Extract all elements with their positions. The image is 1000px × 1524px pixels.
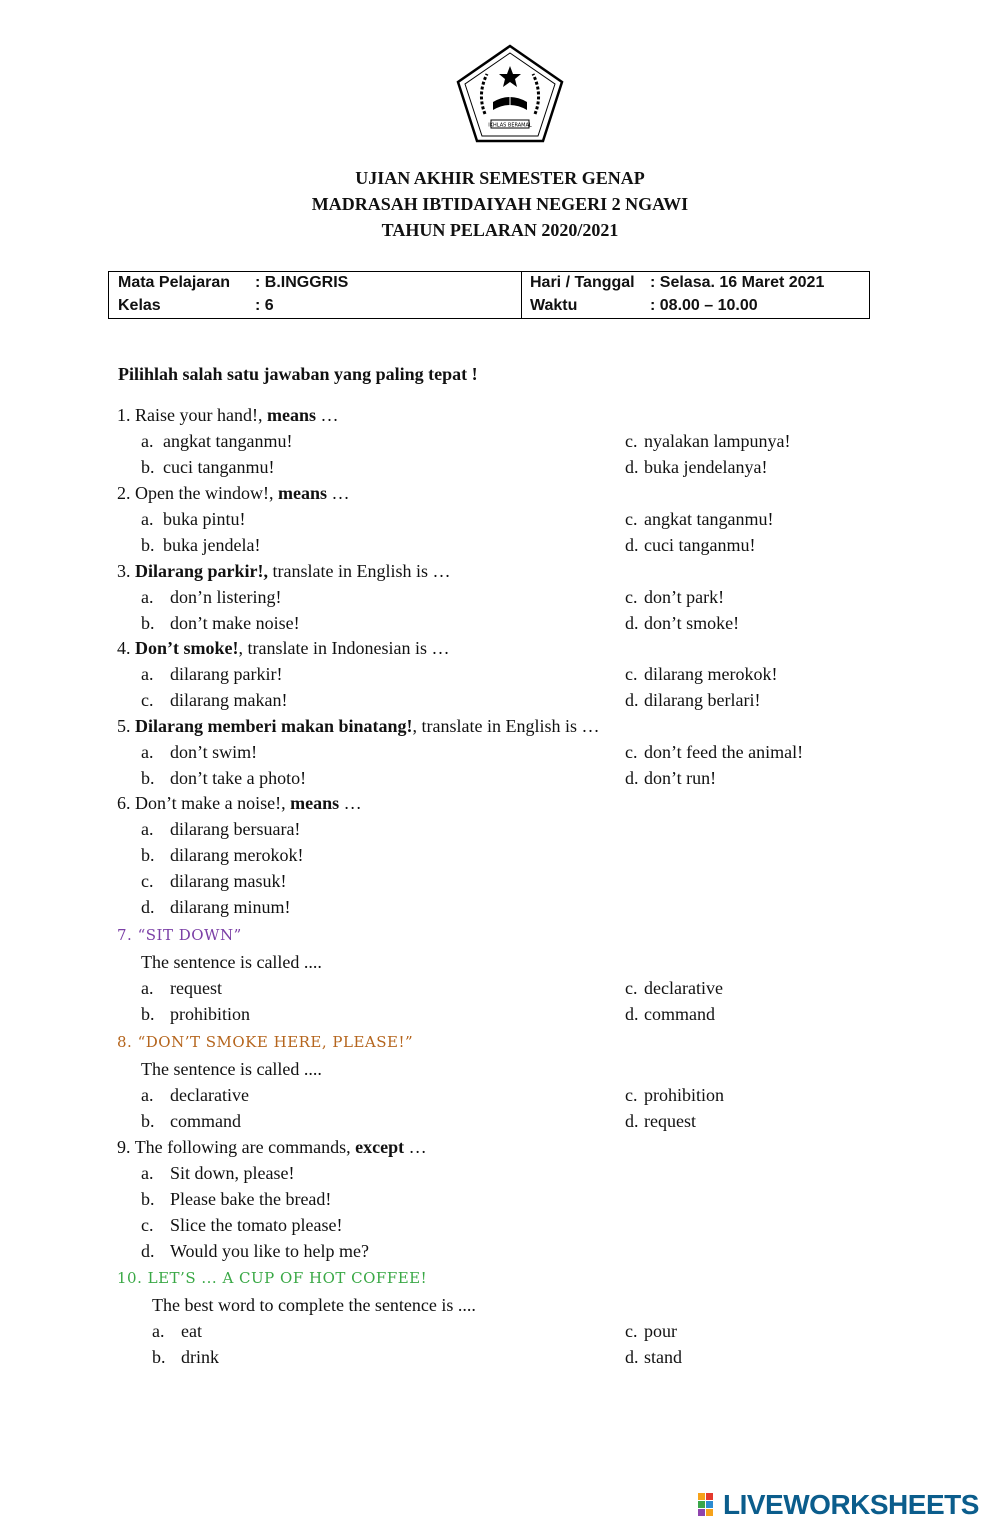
- option-text: don’t take a photo!: [170, 768, 307, 788]
- option-label: c.: [141, 871, 154, 891]
- time-value: : 08.00 – 10.00: [650, 297, 758, 314]
- option-label: c.: [625, 742, 638, 762]
- option-text: angkat tanganmu!: [644, 509, 774, 529]
- option-label: c.: [625, 509, 638, 529]
- option-label: d.: [625, 535, 639, 555]
- option-text: don’t make noise!: [170, 613, 300, 633]
- option-label: d.: [625, 1004, 639, 1024]
- academic-year: TAHUN PELARAN 2020/2021: [381, 220, 619, 240]
- option-text: command: [170, 1111, 241, 1131]
- option-label: d.: [625, 1347, 639, 1367]
- option-label: a.: [141, 742, 154, 762]
- option-text: Would you like to help me?: [170, 1241, 370, 1261]
- option-text: don’t feed the animal!: [644, 742, 804, 762]
- option-text: don’t run!: [644, 768, 717, 788]
- liveworksheets-text: LIVEWORKSHEETS: [723, 1489, 979, 1520]
- option-label: d.: [141, 897, 155, 917]
- option-text: eat: [181, 1321, 202, 1341]
- question-text-end: translate in English is …: [268, 561, 451, 581]
- question-keyword: means: [277, 483, 327, 503]
- option-text: dilarang parkir!: [170, 664, 283, 684]
- question-stem: [117, 715, 600, 737]
- option-text: drink: [181, 1347, 219, 1367]
- question-number: 4.: [117, 638, 131, 658]
- option-label: a.: [141, 1163, 154, 1183]
- option-text: dilarang masuk!: [170, 871, 287, 891]
- question-keyword: except: [355, 1137, 405, 1157]
- option-text: dilarang bersuara!: [170, 819, 301, 839]
- option-label: c.: [625, 1085, 638, 1105]
- option-text: don’t swim!: [170, 742, 258, 762]
- option-text: request: [644, 1111, 696, 1131]
- question-keyword: Don’t smoke!: [135, 638, 239, 658]
- option-text: dilarang berlari!: [644, 690, 761, 710]
- question-stem: [117, 637, 449, 659]
- option-label: a.: [141, 819, 154, 839]
- question-subtext: The best word to complete the sentence is ....: [152, 1295, 476, 1315]
- date-value: : Selasa. 16 Maret 2021: [650, 274, 825, 291]
- question-number: 5.: [117, 716, 131, 736]
- question-number: 2.: [117, 483, 131, 503]
- question-text-end: …: [326, 483, 350, 503]
- option-text: stand: [644, 1347, 682, 1367]
- option-text: Slice the tomato please!: [170, 1215, 343, 1235]
- option-text: Sit down, please!: [170, 1163, 295, 1183]
- option-label: a.: [141, 509, 154, 529]
- question-number: 10.: [117, 1269, 143, 1287]
- table-divider: [521, 272, 522, 318]
- option-label: c.: [141, 1215, 154, 1235]
- option-text: Please bake the bread!: [170, 1189, 332, 1209]
- option-label: d.: [625, 768, 639, 788]
- question-text: Don’t make a noise!,: [135, 793, 291, 813]
- question-stem: [117, 1031, 413, 1053]
- option-text: dilarang makan!: [170, 690, 288, 710]
- exam-title: UJIAN AKHIR SEMESTER GENAP: [355, 168, 645, 188]
- option-label: b.: [141, 1111, 155, 1131]
- option-text: prohibition: [644, 1085, 724, 1105]
- question-stem: [117, 482, 349, 504]
- question-text: Open the window!,: [135, 483, 278, 503]
- option-label: b.: [141, 768, 155, 788]
- question-subtext: The sentence is called ....: [141, 1059, 322, 1079]
- question-number: 9.: [117, 1137, 131, 1157]
- option-label: b.: [141, 457, 155, 477]
- question-text-end: , translate in English is …: [412, 716, 600, 736]
- option-text: dilarang minum!: [170, 897, 291, 917]
- question-stem: [117, 1267, 427, 1289]
- option-label: a.: [141, 664, 154, 684]
- question-stem: [117, 404, 338, 426]
- question-text-end: …: [404, 1137, 427, 1157]
- question-text: Raise your hand!,: [135, 405, 267, 425]
- question-stem: [117, 792, 362, 814]
- option-label: d.: [625, 1111, 639, 1131]
- option-label: b.: [141, 1004, 155, 1024]
- option-text: don’t park!: [644, 587, 725, 607]
- option-text: dilarang merokok!: [644, 664, 778, 684]
- question-text-end: , translate in Indonesian is …: [238, 638, 450, 658]
- school-name: MADRASAH IBTIDAIYAH NEGERI 2 NGAWI: [311, 194, 689, 214]
- option-label: b.: [141, 1189, 155, 1209]
- subject-label: Mata Pelajaran: [118, 274, 231, 291]
- option-text: dilarang merokok!: [170, 845, 304, 865]
- date-label: Hari / Tanggal: [530, 274, 635, 291]
- option-label: c.: [141, 690, 154, 710]
- option-label: b.: [141, 845, 155, 865]
- question-text-end: …: [315, 405, 339, 425]
- question-number: 1.: [117, 405, 131, 425]
- question-stem: [117, 560, 450, 582]
- question-stem: [117, 1136, 427, 1158]
- class-value: : 6: [255, 297, 274, 314]
- question-keyword: Dilarang parkir!,: [135, 561, 268, 581]
- option-label: a.: [152, 1321, 165, 1341]
- time-label: Waktu: [530, 297, 578, 314]
- logo-motto: IKHLAS BERAMAL: [488, 122, 532, 129]
- option-label: c.: [625, 1321, 638, 1341]
- option-label: c.: [625, 431, 638, 451]
- question-keyword: means: [290, 793, 340, 813]
- option-label: a.: [141, 431, 154, 451]
- option-text: buka pintu!: [163, 509, 246, 529]
- option-text: declarative: [170, 1085, 249, 1105]
- question-number: 8.: [117, 1033, 133, 1051]
- option-text: cuci tanganmu!: [644, 535, 756, 555]
- question-text: The following are commands,: [134, 1137, 356, 1157]
- question-text: LET’S ... A CUP OF HOT COFFEE!: [147, 1269, 428, 1287]
- option-text: angkat tanganmu!: [163, 431, 293, 451]
- option-text: buka jendela!: [163, 535, 261, 555]
- option-text: declarative: [644, 978, 723, 998]
- option-label: b.: [141, 535, 155, 555]
- option-text: buka jendelanya!: [644, 457, 768, 477]
- question-text: “DON’T SMOKE HERE, PLEASE!”: [137, 1033, 414, 1051]
- option-label: a.: [141, 978, 154, 998]
- question-text-end: …: [339, 793, 362, 813]
- option-label: d.: [625, 690, 639, 710]
- question-subtext: The sentence is called ....: [141, 952, 322, 972]
- option-text: don’t smoke!: [644, 613, 740, 633]
- option-text: prohibition: [170, 1004, 250, 1024]
- option-label: b.: [152, 1347, 166, 1367]
- class-label: Kelas: [118, 297, 161, 314]
- instruction: Pilihlah salah satu jawaban yang paling tepat !: [118, 364, 478, 384]
- ministry-logo: [455, 44, 565, 144]
- liveworksheets-watermark: [697, 1488, 979, 1522]
- option-label: d.: [141, 1241, 155, 1261]
- option-text: cuci tanganmu!: [163, 457, 275, 477]
- question-number: 6.: [117, 793, 131, 813]
- question-number: 7.: [117, 926, 133, 944]
- exam-info-table: [108, 271, 870, 319]
- option-label: a.: [141, 587, 154, 607]
- question-number: 3.: [117, 561, 131, 581]
- option-label: c.: [625, 978, 638, 998]
- question-text: “SIT DOWN”: [137, 926, 242, 944]
- question-keyword: means: [266, 405, 316, 425]
- liveworksheets-logo-icon: [697, 1492, 723, 1518]
- option-label: c.: [625, 664, 638, 684]
- option-text: command: [644, 1004, 715, 1024]
- question-keyword: Dilarang memberi makan binatang!: [135, 716, 413, 736]
- option-text: pour: [644, 1321, 677, 1341]
- option-text: nyalakan lampunya!: [644, 431, 791, 451]
- option-text: don’n listering!: [170, 587, 282, 607]
- option-label: b.: [141, 613, 155, 633]
- option-text: request: [170, 978, 222, 998]
- subject-value: : B.INGGRIS: [255, 274, 349, 291]
- option-label: a.: [141, 1085, 154, 1105]
- option-label: d.: [625, 613, 639, 633]
- option-label: d.: [625, 457, 639, 477]
- question-stem: [117, 924, 242, 946]
- option-label: c.: [625, 587, 638, 607]
